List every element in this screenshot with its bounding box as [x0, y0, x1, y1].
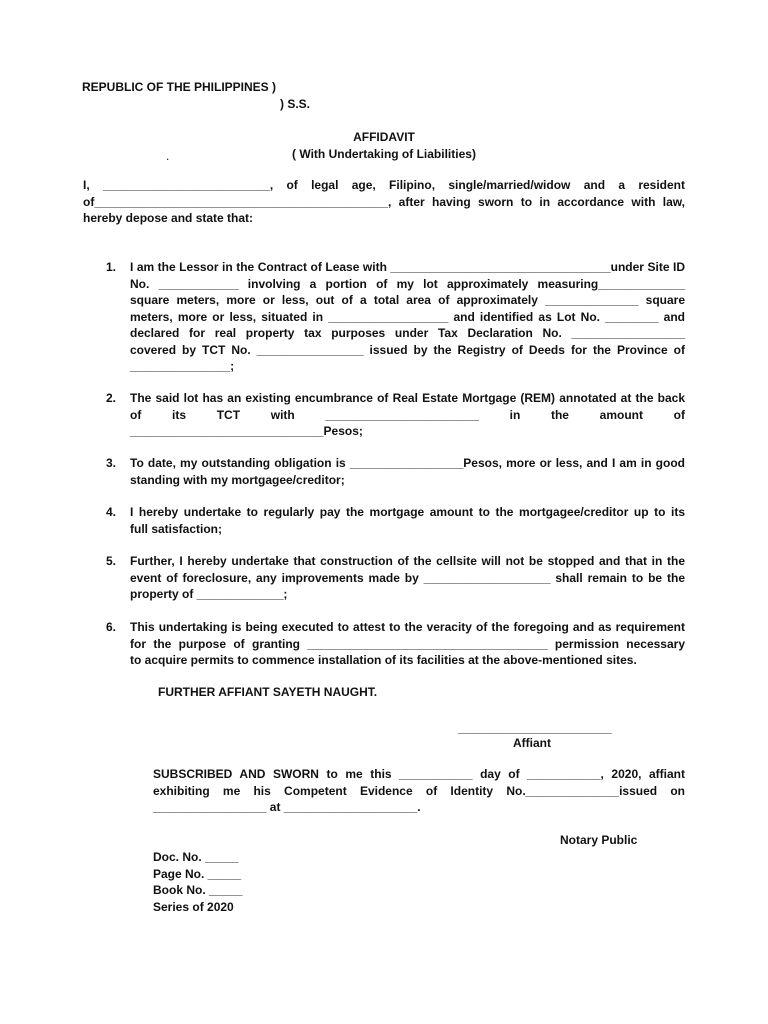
list-item-line: No. ____________ involving a portion of my lot approximately measuring_____________	[130, 276, 685, 291]
list-item-2	[106, 390, 685, 440]
list-item-line: covered by TCT No. ________________ issued by the Registry of Deeds for the Province of	[130, 342, 685, 357]
list-item-number: 3.	[106, 456, 117, 470]
list-item-line: _______________;	[130, 359, 235, 373]
notarial-register-block	[153, 849, 242, 915]
list-item-line: square meters, more or less, out of a total area of approximately ______________ square	[130, 293, 685, 307]
list-item-number: 2.	[106, 391, 117, 405]
list-item-line: This undertaking is being executed to attest to the veracity of the foregoing and as requirement	[130, 620, 685, 634]
further-affiant-statement: FURTHER AFFIANT SAYETH NAUGHT.	[158, 685, 378, 699]
affiant-signature-line: _______________________	[458, 721, 612, 735]
list-item-number: 1.	[106, 260, 117, 274]
list-item-3	[106, 455, 685, 488]
venue-line-republic: REPUBLIC OF THE PHILIPPINES )	[82, 80, 277, 94]
list-item-line: property of _____________;	[130, 587, 288, 601]
list-item-number: 5.	[106, 554, 117, 568]
list-item-1	[106, 259, 685, 375]
list-item-5	[106, 553, 685, 603]
list-item-line: declared for real property tax purposes under Tax Declaration No. _________________	[130, 326, 685, 340]
list-item-line: full satisfaction;	[130, 521, 223, 536]
series-year: Series of 2020	[153, 899, 234, 914]
stray-dot: .	[166, 149, 170, 163]
list-item-line: meters, more or less, situated in __________________ and identified as Lot No. ________ and	[130, 309, 685, 324]
list-item-number: 6.	[106, 620, 117, 634]
list-item-line: I am the Lessor in the Contract of Lease with _________________________________under Site ID	[130, 260, 685, 274]
list-item-line: Further, I hereby undertake that construction of the cellsite will not be stopped and that in the	[130, 554, 685, 568]
list-item-6	[106, 619, 685, 669]
list-item-line: of its TCT with _______________________ in the amount of	[130, 407, 685, 422]
doc-no: Doc. No. _____	[153, 850, 239, 864]
list-item-line: to acquire permits to commence installation of its facilities at the above-mentioned sites.	[130, 653, 637, 667]
jurat-line: _________________ at ____________________.	[153, 800, 421, 814]
book-no: Book No. _____	[153, 883, 243, 897]
notary-public-label: Notary Public	[560, 833, 638, 847]
list-item-line: To date, my outstanding obligation is _________________Pesos, more or less, and I am in good	[130, 456, 685, 470]
jurat-line: SUBSCRIBED AND SWORN to me this ___________ day of ___________, 2020, affiant	[153, 767, 685, 781]
list-item-line: _____________________________Pesos;	[130, 424, 363, 438]
intro-line: of____________________________________________, after having sworn to in accordance with law,	[83, 194, 685, 209]
venue-line-ss: ) S.S.	[280, 97, 311, 111]
affiant-label: Affiant	[513, 736, 551, 750]
list-item-line: The said lot has an existing encumbrance of Real Estate Mortgage (REM) annotated at the back	[130, 391, 685, 405]
intro-line: I, _________________________, of legal age, Filipino, single/married/widow and a resident	[83, 178, 685, 192]
intro-paragraph	[83, 177, 685, 227]
page-no: Page No. _____	[153, 866, 242, 881]
document-subtitle: ( With Undertaking of Liabilities)	[292, 147, 476, 161]
list-item-line: event of foreclosure, any improvements made by ___________________ shall remain to be the	[130, 570, 685, 585]
intro-line: hereby depose and state that:	[83, 211, 254, 225]
list-item-line: standing with my mortgagee/creditor;	[130, 472, 345, 487]
list-item-line: I hereby undertake to regularly pay the mortgage amount to the mortgagee/creditor up to its	[130, 505, 685, 519]
jurat-paragraph	[153, 766, 685, 816]
list-item-line: for the purpose of granting ____________________________________ permission necessary	[130, 636, 685, 651]
list-item-number: 4.	[106, 505, 117, 519]
list-item-4	[106, 504, 685, 537]
jurat-line: exhibiting me his Competent Evidence of Identity No.______________issued on	[153, 783, 685, 798]
document-title: AFFIDAVIT	[353, 130, 415, 144]
